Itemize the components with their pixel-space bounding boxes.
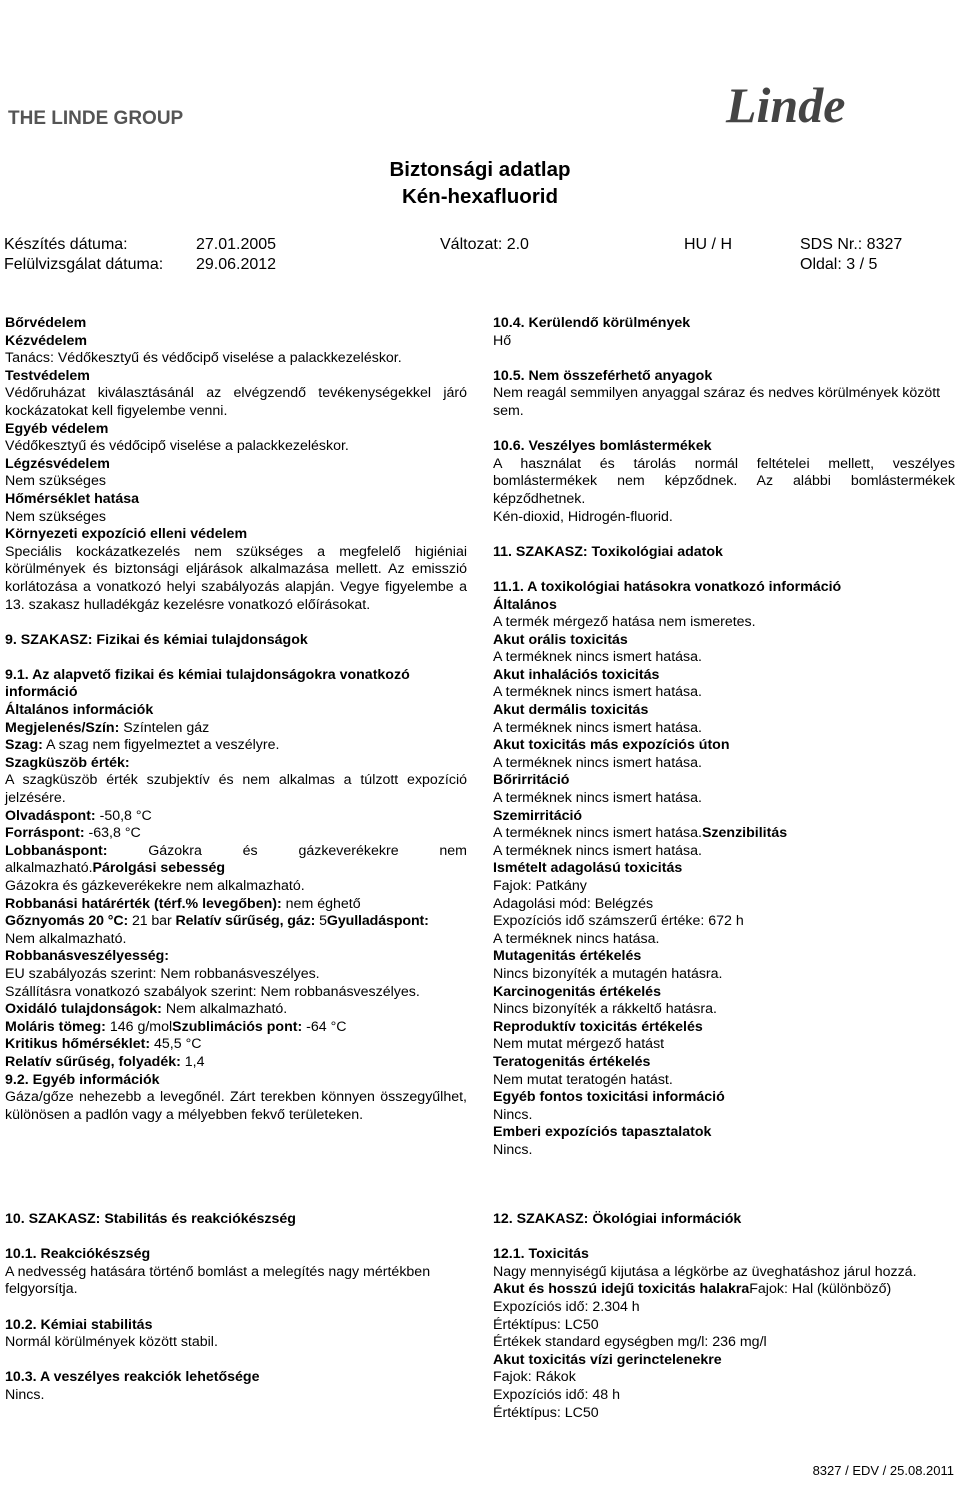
section-10-6-text: A használat és tárolás normál feltételei mellett, veszélyes bomlástermékek nem képződnek. Az alábbi bomlástermékek képződhetnek. xyxy=(493,455,955,507)
explosion-limits-value: nem éghető xyxy=(281,895,361,912)
section-9-2-text: Gáza/gőze nehezebb a levegőnél. Zárt terekben könnyen összegyűlhet, különösen a padlón vagy a mélyebben fekvő területeken. xyxy=(5,1089,467,1123)
human-exposure-heading: Emberi expozíciós tapasztalatok xyxy=(493,1124,712,1141)
flash-point-row xyxy=(5,843,467,878)
section-11-1-heading: 11.1. A toxikológiai hatásokra vonatkozó információ xyxy=(493,578,842,595)
linde-group-logo xyxy=(6,104,231,130)
section-10-4-text: Hő xyxy=(493,332,512,349)
appearance-label: Megjelenés/Szín: xyxy=(5,719,120,736)
relative-density-value: 5 xyxy=(315,913,327,930)
vapour-pressure-row xyxy=(5,913,467,931)
vapour-pressure-value: 21 bar xyxy=(128,913,176,930)
section-12-heading: 12. SZAKASZ: Ökológiai információk xyxy=(493,1211,742,1227)
mutagenicity-text: Nincs bizonyíték a mutagén hatásra. xyxy=(493,965,723,982)
molar-mass-value: 146 g/mol xyxy=(105,1018,173,1035)
acute-dermal-heading: Akut dermális toxicitás xyxy=(493,702,649,719)
skin-protection-heading: Bőrvédelem xyxy=(5,315,87,331)
odour-threshold-label: Szagküszöb érték: xyxy=(5,754,130,771)
footer-reference: 8327 / EDV / 25.08.2011 xyxy=(812,1463,954,1478)
vapour-pressure-label: Gőznyomás 20 °C: xyxy=(5,913,129,930)
section-10-6-heading: 10.6. Veszélyes bomlástermékek xyxy=(493,438,712,455)
liquid-density-row xyxy=(5,1054,467,1072)
explosive-properties-label: Robbanásveszélyesség: xyxy=(5,948,170,965)
sensitisation-text: A terméknek nincs ismert hatása. xyxy=(493,842,702,859)
version: Változat: 2.0 xyxy=(440,236,529,253)
acute-inhalation-text: A terméknek nincs ismert hatása. xyxy=(493,684,702,701)
human-exposure-text: Nincs. xyxy=(493,1141,533,1158)
odour-value: A szag nem figyelmeztet a veszélyre. xyxy=(42,737,280,754)
section-11-heading: 11. SZAKASZ: Toxikológiai adatok xyxy=(493,543,723,560)
acute-other-heading: Akut toxicitás más expozíciós úton xyxy=(493,737,730,754)
created-date: 27.01.2005 xyxy=(196,236,277,253)
section-10-1-text: A nedvesség hatására történő bomlást a melegítés nagy mértékben felgyorsítja. xyxy=(5,1263,431,1298)
respiratory-text: Nem szükséges xyxy=(5,473,106,490)
section-12-1-text: Nagy mennyiségű kijutása a légkörbe az üveghatáshoz járul hozzá. xyxy=(493,1263,917,1280)
right-column xyxy=(493,315,955,1160)
odour-label: Szag: xyxy=(5,737,43,754)
revised-label: Felülvizsgálat dátuma: xyxy=(4,256,164,273)
evaporation-label: Párolgási sebesség xyxy=(92,860,226,877)
section-10-5-text: Nem reagál semmilyen anyaggal száraz és nedves körülmények között sem. xyxy=(493,385,941,419)
sensitisation-heading: Szenzibilitás xyxy=(701,825,788,842)
section-10-3-text: Nincs. xyxy=(5,1386,45,1403)
repeated-dose-heading: Ismételt adagolású toxicitás xyxy=(493,860,683,877)
skin-irritation-heading: Bőrirritáció xyxy=(493,772,570,789)
flash-point-value: Gázokra és gázkeverékekre nem alkalmazható. xyxy=(5,842,467,877)
critical-temp-label: Kritikus hőmérséklet: xyxy=(5,1036,151,1053)
fish-value-type: Értéktípus: LC50 xyxy=(493,1316,599,1333)
tox-general-heading: Általános xyxy=(493,596,557,613)
boiling-point-row xyxy=(5,825,467,843)
fish-toxicity-label: Akut és hosszú idejű toxicitás halakra xyxy=(493,1281,750,1298)
molar-mass-label: Moláris tömeg: xyxy=(5,1018,106,1035)
repeated-dose-result: A terméknek nincs hatása. xyxy=(493,930,660,947)
section-9-1-heading: 9.1. Az alapvető fizikai és kémiai tulajdonságokra vonatkozó információ xyxy=(5,666,410,701)
acute-oral-text: A terméknek nincs ismert hatása. xyxy=(493,649,702,666)
sublimation-value: -64 °C xyxy=(302,1018,347,1035)
teratogenicity-text: Nem mutat teratogén hatást. xyxy=(493,1071,673,1088)
appearance-value: Színtelen gáz xyxy=(119,719,210,736)
melting-point-row xyxy=(5,808,467,826)
linde-brand-logo-text: Linde xyxy=(726,80,846,130)
thermal-hazard-heading: Hőmérséklet hatása xyxy=(5,490,140,507)
environmental-exposure-text: Speciális kockázatkezelés nem szükséges a megfelelő higiéniai körülmények és biztonsági eljárások alkalmazása mellett. Az emisszió korlátozása a vonatkozó helyi szabályozás alapján. Vegye figyelembe a 13. szakasz hulladékgáz kezelésre vonatkozó előírásokat. xyxy=(5,543,467,613)
explosive-properties-transport: Szállításra vonatkozó szabályok szerint: Nem robbanásveszélyes. xyxy=(5,983,420,1000)
section-10-6-products: Kén-dioxid, Hidrogén-fluorid. xyxy=(493,508,673,525)
oxidising-row xyxy=(5,1001,467,1019)
respiratory-heading: Légzésvédelem xyxy=(5,455,110,472)
reproductive-text: Nem mutat mérgező hatást xyxy=(493,1036,665,1053)
eye-irritation-text: A terméknek nincs ismert hatása. xyxy=(493,825,702,842)
oxidising-label: Oxidáló tulajdonságok: xyxy=(5,1001,162,1018)
boiling-point-value: -63,8 °C xyxy=(84,825,141,842)
section-10-3-heading: 10.3. A veszélyes reakciók lehetősége xyxy=(5,1369,260,1386)
repeated-dose-species: Fajok: Patkány xyxy=(493,878,587,894)
fish-value: Értékek standard egységben mg/l: 236 mg/l xyxy=(493,1334,767,1351)
liquid-density-label: Relatív sűrűség, folyadék: xyxy=(5,1053,181,1070)
section-10-2-heading: 10.2. Kémiai stabilitás xyxy=(5,1316,153,1333)
body-protection-text: Védőruházat kiválasztásánál az elvégzendő tevékenységekkel járó kockázatokat kell figyelembe venni. xyxy=(5,385,467,419)
invertebrate-exposure-time: Expozíciós idő: 48 h xyxy=(493,1386,620,1403)
repeated-dose-route: Adagolási mód: Belégzés xyxy=(493,895,654,912)
created-label: Készítés dátuma: xyxy=(4,236,128,253)
autoignition-label: Gyulladáspont: xyxy=(326,913,429,930)
molar-mass-row xyxy=(5,1019,467,1037)
boiling-point-label: Forráspont: xyxy=(5,825,85,842)
odour-threshold-value: A szagküszöb érték szubjektív és nem alkalmas a túlzott expozíció jelzésére. xyxy=(5,772,467,807)
invertebrate-species: Fajok: Rákok xyxy=(493,1369,576,1386)
bottom-left-column xyxy=(5,1211,467,1405)
sublimation-label: Szublimációs pont: xyxy=(172,1018,303,1035)
environmental-exposure-heading: Környezeti expozíció elleni védelem xyxy=(5,526,248,543)
section-10-1-heading: 10.1. Reakciókészség xyxy=(5,1246,151,1263)
critical-temp-row xyxy=(5,1036,467,1054)
section-10-2-text: Normál körülmények között stabil. xyxy=(5,1334,218,1351)
fish-exposure-time: Expozíciós idő: 2.304 h xyxy=(493,1298,640,1315)
hand-protection-text: Tanács: Védőkesztyű és védőcipő viselése a palackkezeléskor. xyxy=(5,350,402,367)
fish-toxicity-species: Fajok: Hal (különböző) xyxy=(749,1281,892,1298)
carcinogenicity-heading: Karcinogenitás értékelés xyxy=(493,983,661,1000)
hand-protection-heading: Kézvédelem xyxy=(5,332,88,349)
relative-density-label: Relatív sűrűség, gáz: xyxy=(175,913,316,930)
critical-temp-value: 45,5 °C xyxy=(150,1036,202,1053)
evaporation-value: Gázokra és gázkeverékekre nem alkalmazható. xyxy=(5,878,305,894)
section-9-heading: 9. SZAKASZ: Fizikai és kémiai tulajdonságok xyxy=(5,631,308,648)
thermal-hazard-text: Nem szükséges xyxy=(5,508,106,525)
tox-general-text: A termék mérgező hatása nem ismeretes. xyxy=(493,614,756,631)
reproductive-heading: Reproduktív toxicitás értékelés xyxy=(493,1018,703,1035)
left-column xyxy=(5,315,467,1124)
linde-group-logo-text: THE LINDE GROUP xyxy=(8,108,184,129)
explosion-limits-label: Robbanási határérték (térf.% levegőben): xyxy=(5,895,282,912)
invertebrate-value-type: Értéktípus: LC50 xyxy=(493,1404,599,1421)
acute-other-text: A terméknek nincs ismert hatása. xyxy=(493,754,702,771)
odour-row xyxy=(5,737,467,755)
product-name: Kén-hexafluorid xyxy=(401,185,559,208)
general-info-heading: Általános információk xyxy=(5,702,154,719)
other-tox-heading: Egyéb fontos toxicitási információ xyxy=(493,1089,725,1106)
flash-point-label: Lobbanáspont: xyxy=(5,842,108,859)
repeated-dose-time: Expozíciós idő számszerű értéke: 672 h xyxy=(493,913,744,930)
document-title: Biztonsági adatlap xyxy=(389,158,571,181)
acute-dermal-text: A terméknek nincs ismert hatása. xyxy=(493,719,702,736)
carcinogenicity-text: Nincs bizonyíték a rákkeltő hatásra. xyxy=(493,1001,717,1018)
liquid-density-value: 1,4 xyxy=(180,1053,205,1070)
section-10-5-heading: 10.5. Nem összeférhető anyagok xyxy=(493,367,713,384)
bottom-right-column xyxy=(493,1211,955,1422)
mutagenicity-heading: Mutagenitás értékelés xyxy=(493,948,642,965)
invertebrate-toxicity-heading: Akut toxicitás vízi gerinctelenekre xyxy=(493,1351,722,1368)
appearance-row xyxy=(5,720,467,738)
section-10-4-heading: 10.4. Kerülendő körülmények xyxy=(493,315,691,331)
other-protection-text: Védőkesztyű és védőcipő viselése a palackkezeléskor. xyxy=(5,438,349,455)
section-10-heading: 10. SZAKASZ: Stabilitás és reakciókészség xyxy=(5,1211,296,1227)
skin-irritation-text: A terméknek nincs ismert hatása. xyxy=(493,790,702,807)
fish-toxicity-row xyxy=(493,1281,955,1299)
eye-irritation-row xyxy=(493,825,955,843)
other-tox-text: Nincs. xyxy=(493,1106,533,1123)
melting-point-label: Olvadáspont: xyxy=(5,807,96,824)
eye-irritation-heading: Szemirritáció xyxy=(493,807,583,824)
revised-date: 29.06.2012 xyxy=(196,256,277,273)
acute-oral-heading: Akut orális toxicitás xyxy=(493,631,628,648)
section-12-1-heading: 12.1. Toxicitás xyxy=(493,1246,589,1263)
explosive-properties-eu: EU szabályozás szerint: Nem robbanásveszélyes. xyxy=(5,965,320,982)
teratogenicity-heading: Teratogenitás értékelés xyxy=(493,1053,651,1070)
linde-brand-logo xyxy=(722,80,932,130)
section-9-2-heading: 9.2. Egyéb információk xyxy=(5,1071,160,1088)
page-number: Oldal: 3 / 5 xyxy=(800,256,878,273)
acute-inhalation-heading: Akut inhalációs toxicitás xyxy=(493,666,660,683)
oxidising-value: Nem alkalmazható. xyxy=(161,1001,288,1018)
melting-point-value: -50,8 °C xyxy=(95,807,152,824)
explosion-limits-row xyxy=(5,896,467,914)
body-protection-heading: Testvédelem xyxy=(5,367,90,384)
sds-number: SDS Nr.: 8327 xyxy=(800,236,903,253)
other-protection-heading: Egyéb védelem xyxy=(5,420,109,437)
language-code: HU / H xyxy=(684,236,732,253)
autoignition-value: Nem alkalmazható. xyxy=(5,930,127,947)
